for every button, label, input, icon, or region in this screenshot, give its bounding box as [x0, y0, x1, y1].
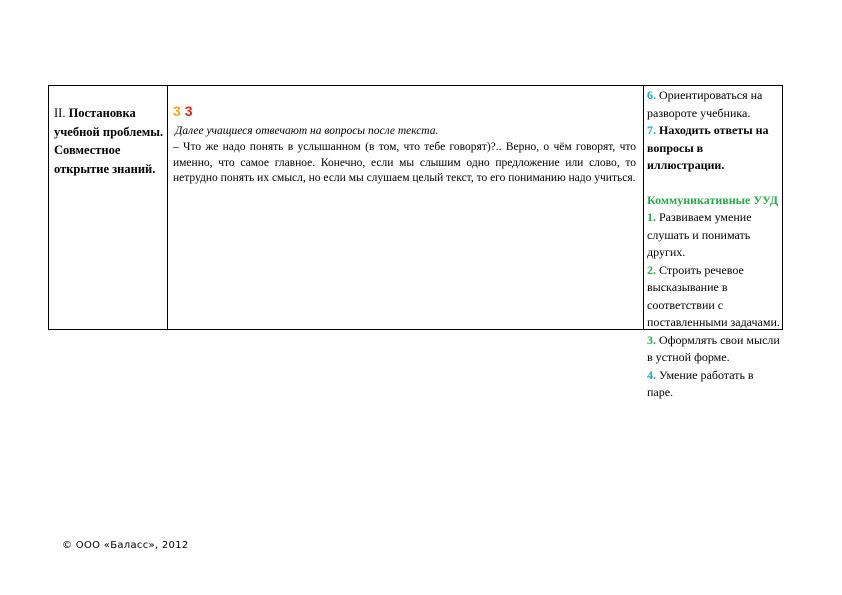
- item-text: Ориентироваться на развороте учебника.: [647, 88, 763, 120]
- item-number: 4.: [647, 367, 656, 382]
- item-number: 3.: [647, 332, 656, 347]
- uud-item-6: [647, 87, 781, 122]
- copyright-footer: © ООО «Баласс», 2012: [62, 540, 189, 551]
- section-icons: [173, 103, 193, 119]
- uud-list: [647, 87, 781, 402]
- item-text: Оформлять свои мысли в устной форме.: [647, 332, 780, 364]
- communicative-heading: Коммуникативные УУД: [647, 192, 779, 207]
- item-text: Строить речевое высказывание в соответствии с поставленными задачами.: [647, 262, 780, 329]
- lesson-table: [48, 85, 783, 399]
- orange-number-icon: 3: [173, 103, 181, 119]
- activity-body: – Что же надо понять в услышанном (в том, что тебе говорят)?.. Верно, о чём говорят, что именно, что самое главное. Конечно, если мы слышим одно предложение или слово, то нетрудно понять их смысл, но если мы слушаем целый текст, то его пониманию надо учиться.: [173, 141, 636, 184]
- item-number: 7.: [647, 123, 656, 137]
- item-text: Умение работать в паре.: [647, 367, 754, 399]
- item-number: 2.: [647, 262, 656, 277]
- activity-cell: [168, 86, 644, 329]
- stage-title: [54, 104, 164, 178]
- activity-intro: Далее учащиеся отвечают на вопросы после текста.: [175, 125, 439, 137]
- stage-name: Постановка учебной проблемы. Совместное открытие знаний.: [54, 106, 164, 176]
- communicative-item-1: [647, 209, 781, 262]
- item-number: 6.: [647, 88, 656, 102]
- communicative-item-2: [647, 262, 781, 332]
- stage-cell: [49, 86, 168, 329]
- item-text: Находить ответы на вопросы в иллюстрации.: [647, 123, 769, 172]
- uud-item-7: [647, 122, 781, 175]
- item-number: 1.: [647, 210, 656, 224]
- uud-cell: [644, 86, 782, 399]
- stage-numeral: II.: [54, 106, 66, 120]
- red-number-icon: 3: [184, 103, 193, 119]
- communicative-item-4: [647, 367, 781, 402]
- communicative-item-3: [647, 332, 781, 367]
- item-text: Развиваем умение слушать и понимать других.: [647, 210, 752, 259]
